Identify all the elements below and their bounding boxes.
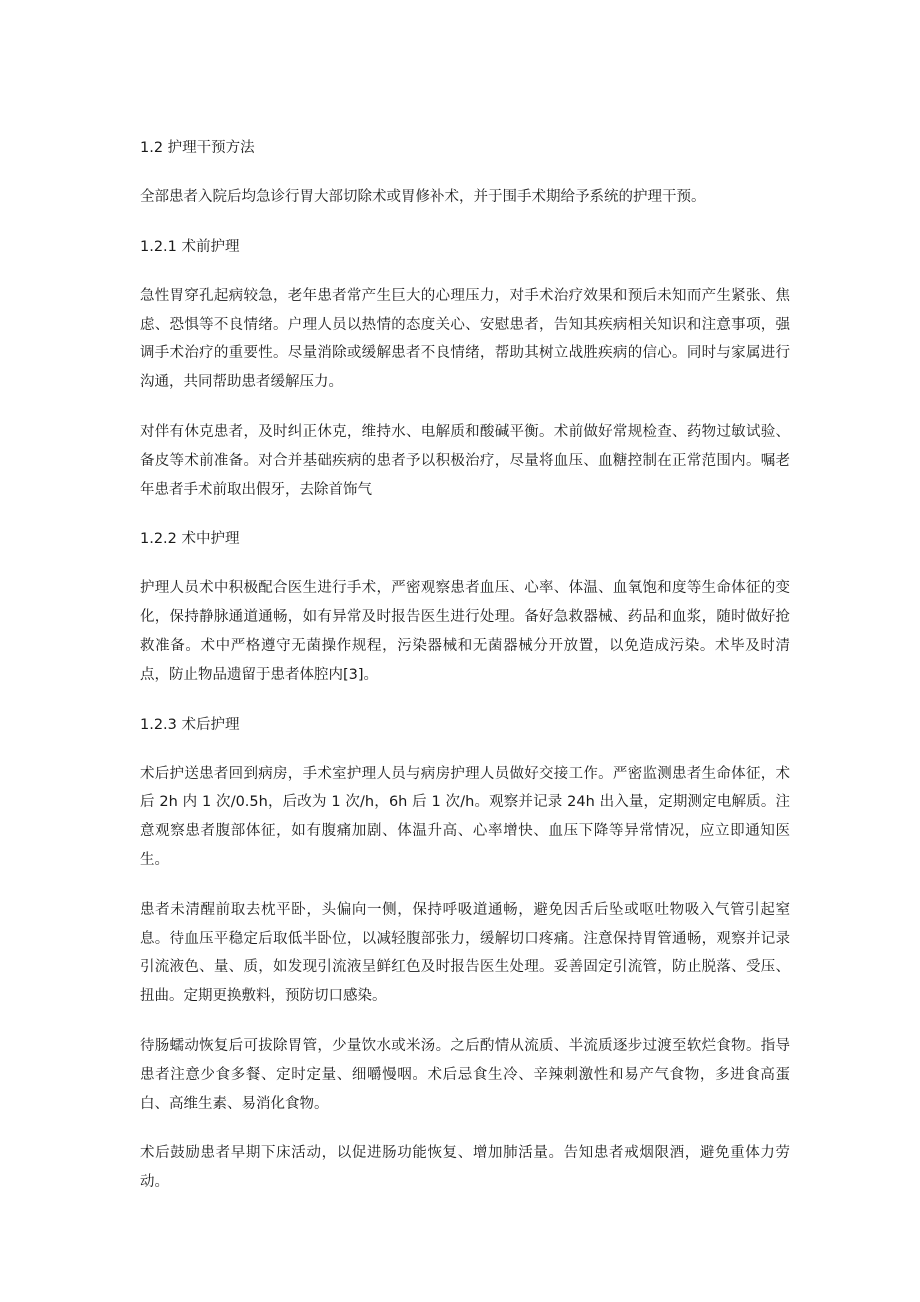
- section-heading-1-2-1: 1.2.1 术前护理: [140, 238, 240, 255]
- section-heading-1-2: 1.2 护理干预方法: [140, 140, 255, 156]
- document-page: [140, 134, 790, 1218]
- paragraph-postop-activity: 术后鼓励患者早期下床活动，以促进肠功能恢复、增加肺活量。告知患者戒烟限酒，避免重体力劳动。: [140, 1145, 790, 1191]
- paragraph-preop-psych: 急性胃穿孔起病较急，老年患者常产生巨大的心理压力，对手术治疗效果和预后未知而产生紧张、焦虑、恐惧等不良情绪。户理人员以热情的态度关心、安慰患者，告知其疾病相关知识和注意事项，强调手术治疗的重要性。尽量消除或缓解患者不良情绪，帮助其树立战胜疾病的信心。同时与家属进行沟通，共同帮助患者缓解压力。: [140, 287, 790, 391]
- paragraph-overview: 全部患者入院后均急诊行胃大部切除术或胃修补术，并于围手术期给予系统的护理干预。: [140, 189, 706, 205]
- section-heading-1-2-2: 1.2.2 术中护理: [140, 531, 240, 548]
- paragraph-postop-diet: 待肠蠕动恢复后可拔除胃管，少量饮水或米汤。之后酌情从流质、半流质逐步过渡至软烂食物。指导患者注意少食多餐、定时定量、细嚼慢咽。术后忌食生冷、辛辣刺激性和易产气食物，多进食高蛋白、高维生素、易消化食物。: [140, 1037, 790, 1112]
- paragraph-postop-position: 患者未清醒前取去枕平卧，头偏向一侧，保持呼吸道通畅，避免因舌后坠或呕吐物吸入气管引起窒息。待血压平稳定后取低半卧位，以减轻腹部张力，缓解切口疼痛。注意保持胃管通畅，观察并记录引流液色、量、质，如发现引流液呈鲜红色及时报告医生处理。妥善固定引流管，防止脱落、受压、扭曲。定期更换敷料，预防切口感染。: [140, 901, 790, 1005]
- paragraph-intraop: 护理人员术中积极配合医生进行手术，严密观察患者血压、心率、体温、血氧饱和度等生命体征的变化，保持静脉通道通畅，如有异常及时报告医生进行处理。备好急救器械、药品和血浆，随时做好抢救准备。术中严格遵守无菌操作规程，污染器械和无菌器械分开放置，以免造成污染。术毕及时清点，防止物品遗留于患者体腔内[3]。: [140, 580, 790, 683]
- paragraph-postop-monitor: 术后护送患者回到病房，手术室护理人员与病房护理人员做好交接工作。严密监测患者生命体征，术后 2h 内 1 次/0.5h，后改为 1 次/h，6h 后 1 次/h。观察并记录 24h 出入量，定期测定电解质。注意观察患者腹部体征，如有腹痛加剧、体温升高、心率增快、血压下降等异常情况，应立即通知医生。: [140, 765, 790, 868]
- paragraph-preop-prep: 对伴有休克患者，及时纠正休克，维持水、电解质和酸碱平衡。术前做好常规检查、药物过敏试验、备皮等术前准备。对合并基础疾病的患者予以积极治疗，尽量将血压、血糖控制在正常范围内。嘱老年患者手术前取出假牙，去除首饰气: [140, 423, 790, 498]
- section-heading-1-2-3: 1.2.3 术后护理: [140, 716, 240, 733]
